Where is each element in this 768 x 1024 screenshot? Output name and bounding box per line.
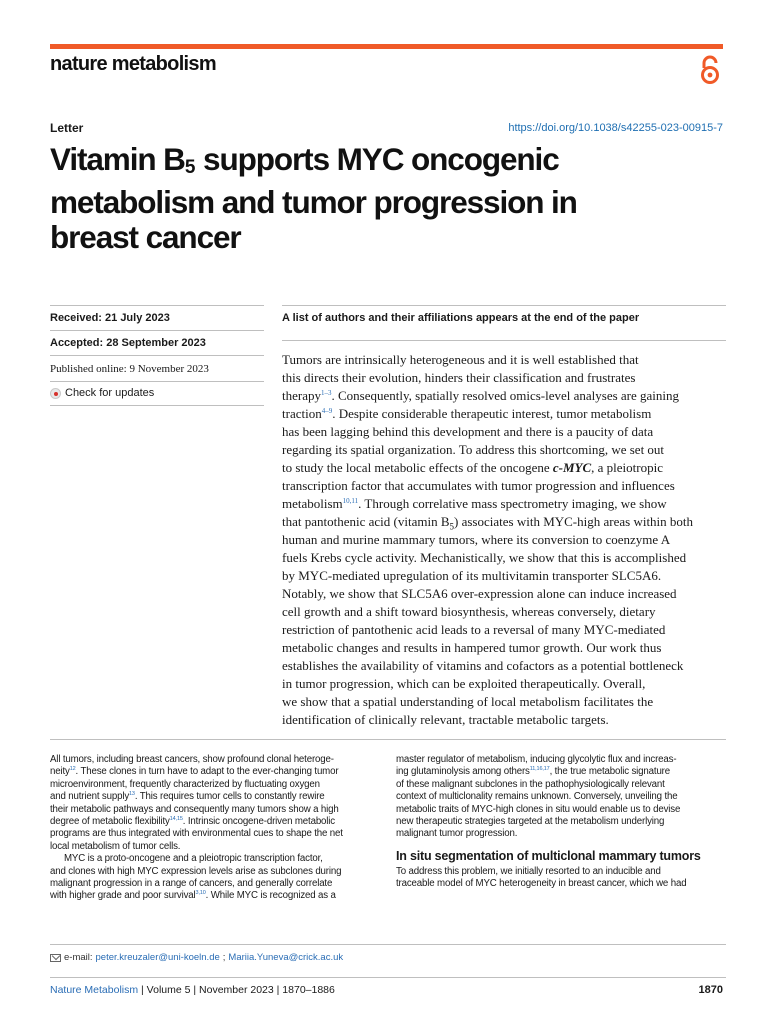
title-line: metabolism and tumor progression in — [50, 184, 577, 220]
body-line: with higher grade and poor survival$^{3,10}$. While MYC is recognized as a — [50, 890, 336, 902]
divider — [282, 340, 726, 341]
article-type: Letter — [50, 121, 84, 135]
email-link-1[interactable]: peter.kreuzaler@uni-koeln.de — [95, 952, 220, 963]
divider — [50, 330, 264, 331]
abstract-line: fuels Krebs cycle activity. Mechanistically, we show that this is accomplished — [282, 550, 687, 565]
email-link-2[interactable]: Mariia.Yuneva@crick.ac.uk — [228, 952, 344, 963]
abstract-line: Tumors are intrinsically heterogeneous and it is well established that — [282, 352, 639, 367]
abstract-line: restriction of pantothenic acid leads to a reversal of many MYC-mediated — [282, 622, 666, 637]
citation-ref[interactable]: 1–3 — [320, 389, 332, 397]
body-line: microenvironment, frequently characterized by fluctuating oxygen — [50, 778, 320, 790]
body-line: programs are thus integrated with environmental cues to shape the net — [50, 828, 343, 840]
check-updates-icon — [50, 388, 61, 399]
body-column-right — [396, 754, 726, 891]
abstract-line: we show that a spatial understanding of local metabolism facilitates the — [282, 694, 654, 709]
body-line: All tumors, including breast cancers, show profound clonal heteroge- — [50, 754, 334, 765]
body-line: MYC is a proto-oncogene and a pleiotropic transcription factor, — [64, 853, 323, 865]
citation-ref[interactable]: 14,15 — [169, 816, 183, 823]
abstract-line: that pantothenic acid (vitamin $B_5$) associates with MYC-high areas within both — [282, 514, 694, 532]
divider — [50, 405, 264, 406]
received-date: Received: 21 July 2023 — [50, 312, 170, 324]
abstract — [282, 351, 726, 729]
published-date: Published online: 9 November 2023 — [50, 363, 209, 375]
article-title — [50, 142, 730, 255]
abstract-line: therapy$^{1-3}$. Consequently, spatially resolved omics-level analyses are gaining — [282, 388, 680, 403]
divider — [50, 977, 726, 978]
journal-name: nature metabolism — [50, 53, 216, 75]
page-number: 1870 — [698, 984, 723, 996]
abstract-line: human and murine mammary tumors, where its conversion to coenzyme A — [282, 532, 671, 547]
accepted-date: Accepted: 28 September 2023 — [50, 337, 206, 349]
title-line: Vitamin $B_5$ supports MYC oncogenic — [50, 141, 559, 178]
abstract-line: traction$^{4-9}$. Despite considerable therapeutic interest, tumor metabolism — [282, 406, 652, 421]
body-line: metabolic traits of MYC-high clones in situ would enable us to devise — [396, 803, 681, 815]
citation-ref[interactable]: 11,16,17 — [529, 766, 550, 773]
citation-ref[interactable]: 12 — [69, 766, 76, 773]
body-line: malignant tumor progression. — [396, 828, 518, 840]
body-line: and nutrient supply$^{13}$. This requires tumor cells to constantly rewire — [50, 791, 325, 803]
body-line: neity$^{12}$. These clones in turn have to adapt to the ever-changing tumor — [50, 766, 339, 778]
abstract-line: identification of clinically relevant, tractable metabolic targets. — [282, 712, 609, 727]
body-line: traceable model of MYC heterogeneity in breast cancer, which we had — [396, 878, 687, 890]
abstract-line: metabolic changes and results in hampered tumor growth. Our work thus — [282, 640, 662, 655]
body-line: To address this problem, we initially resorted to an inducible and — [396, 865, 661, 877]
doi-link[interactable]: https://doi.org/10.1038/s42255-023-00915-7 — [508, 122, 723, 134]
footer-details: | Volume 5 | November 2023 | 1870–1886 — [138, 984, 335, 996]
divider — [50, 739, 726, 740]
title-line: breast cancer — [50, 219, 241, 255]
header-accent-bar — [50, 44, 723, 49]
body-line: new therapeutic strategies targeted at the metabolism underlying — [396, 816, 665, 828]
body-column-left — [50, 754, 386, 903]
body-line: context of multiclonality remains unknown. Conversely, unveiling the — [396, 791, 678, 803]
check-updates-label: Check for updates — [65, 387, 155, 399]
abstract-line: Notably, we show that SLC5A6 over-expression alone can induce increased — [282, 586, 677, 601]
abstract-line: establishes the availability of vitamins and cofactors as a potential bottleneck — [282, 658, 684, 673]
divider — [50, 355, 264, 356]
citation-ref[interactable]: 10,11 — [342, 497, 359, 505]
footer-citation — [50, 984, 335, 996]
divider — [282, 305, 726, 306]
divider — [50, 944, 726, 945]
citation-ref[interactable]: 4–9 — [321, 407, 333, 415]
open-access-icon — [696, 54, 724, 86]
citation-ref[interactable]: 3,10 — [195, 890, 206, 897]
abstract-line: cell growth and a shift toward biosynthesis, whereas conversely, dietary — [282, 604, 656, 619]
email-label: e-mail: — [64, 952, 93, 963]
authors-note: A list of authors and their affiliations appears at the end of the paper — [282, 312, 640, 324]
body-line: their metabolic pathways and consequently many tumors show a high — [50, 803, 339, 815]
mail-icon — [50, 954, 61, 962]
divider — [50, 305, 264, 306]
abstract-line: metabolism$^{10,11}$. Through correlative mass spectrometry imaging, we show — [282, 496, 667, 511]
body-line: of these malignant subclones in the pathophysiologically relevant — [396, 778, 665, 790]
abstract-line: to study the local metabolic effects of the oncogene c-MYC, a pleiotropic — [282, 460, 663, 475]
abstract-line: transcription factor that accumulates with tumor progression and influences — [282, 478, 675, 493]
abstract-line: in tumor progression, which can be exploited therapeutically. Overall, — [282, 676, 646, 691]
body-line: local metabolism of tumor cells. — [50, 840, 181, 852]
abstract-line: by MYC-mediated upregulation of its multivitamin transporter SLC5A6. — [282, 568, 662, 583]
divider — [50, 381, 264, 382]
correspondence-footnote — [50, 952, 343, 963]
footer-journal[interactable]: Nature Metabolism — [50, 984, 139, 996]
body-line: ing glutaminolysis among others$^{11,16,17}$, the true metabolic signature — [396, 766, 670, 778]
body-line: degree of metabolic flexibility$^{14,15}$. Intrinsic oncogene-driven metabolic — [50, 816, 335, 828]
abstract-line: regarding its spatial organization. To address this shortcoming, we set out — [282, 442, 665, 457]
abstract-line: has been lagging behind this development and there is a paucity of data — [282, 424, 654, 439]
email-separator: ; — [222, 952, 226, 963]
body-line: and clones with high MYC expression levels arise as subclones during — [50, 865, 342, 877]
citation-ref[interactable]: 13 — [129, 791, 135, 798]
body-line: malignant progression in a range of cancers, and generally correlate — [50, 878, 333, 890]
abstract-line: this directs their evolution, hinders their classification and frustrates — [282, 370, 636, 385]
body-line: master regulator of metabolism, inducing glycolytic flux and increas- — [396, 754, 677, 765]
section-heading: In situ segmentation of multiclonal mammary tumors — [396, 848, 701, 863]
check-for-updates[interactable] — [50, 387, 154, 399]
